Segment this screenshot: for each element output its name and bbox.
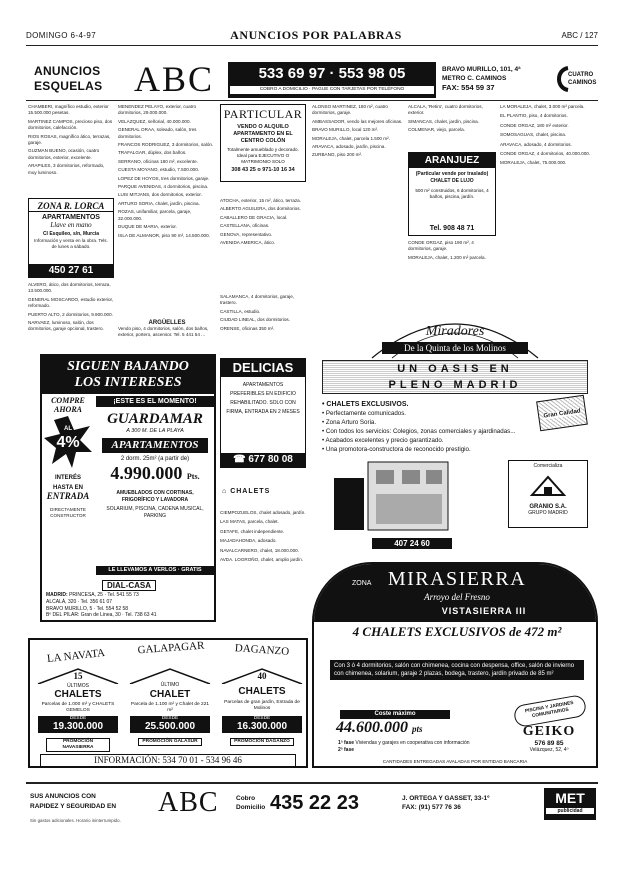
classified-ad: ALCALA, 'Retiro', cuatro dormitorios, exterior. xyxy=(408,104,483,116)
apartamentos-label: APARTAMENTOS xyxy=(102,438,208,453)
badge-text: Gran Calidad xyxy=(543,408,582,420)
c2-price: 25.500.000 xyxy=(144,721,196,732)
mirasierra-big: 4 CHALETS EXCLUSIVOS de 472 m² xyxy=(352,624,562,639)
argueyes-title: ARGÜELLES xyxy=(148,320,186,326)
classified-ad: SERRANO, oficinas 180 m², excelente. xyxy=(118,158,198,164)
llevamos-bar: LE LLEVAMOS A VERLOS · GRATIS xyxy=(96,566,214,575)
fase2: 2ª fase xyxy=(338,747,355,753)
classified-ad: TRAFALGAR, dúplex, dos baños. xyxy=(118,150,187,156)
classified-ad: NARVAEZ, luminoso, salón, dos dormitorios, garaje opcional, trastero. xyxy=(28,320,104,332)
oasis-line2: PLENO MADRID xyxy=(388,379,522,391)
navata-ad xyxy=(28,638,308,768)
classified-ad: MARTINEZ CAMPOS, precioso piso, dos dormitorios, calefacción. xyxy=(28,118,113,131)
banner-phones: 533 69 97 · 553 98 05 xyxy=(258,65,406,82)
col5-ads xyxy=(500,104,596,288)
guardamar: GUARDAMAR xyxy=(107,411,203,427)
price-value: 4.990.000 xyxy=(110,463,183,483)
feature-item: • Con todos los servicios: Colegios, zonas comerciales y ajardinadas... xyxy=(322,428,516,435)
intereses-title-1: SIGUEN BAJANDO xyxy=(67,359,189,374)
brand-name: GEIKO xyxy=(522,724,576,739)
delicias-phone-number: 677 80 08 xyxy=(248,454,293,465)
classified-ad: AMBASSADOR, vendo las mejores oficinas. xyxy=(312,118,403,124)
classified-ad: CONDE ORGAZ, 4 dormitorios, 40.000.000. xyxy=(500,151,591,157)
fase-text: Viviendas y garajes en cooperativa con información xyxy=(355,740,470,746)
banner-address xyxy=(442,65,552,92)
intereses-ad xyxy=(40,354,216,622)
classified-ad: LOPEZ DE HOYOS, tres dormitorios, garaje. xyxy=(118,175,210,181)
classified-ad: COLMENAR, viejo, parcela. xyxy=(408,127,465,133)
banner-addr-2: METRO C. CAMINOS xyxy=(442,75,507,82)
c2-title: CHALET xyxy=(149,689,191,700)
classified-ad: LA MORALEJA, chalet, 3.000 m² parcela. xyxy=(500,104,585,109)
particular-phone: 308 43 25 o 971-10 16 34 xyxy=(231,167,295,173)
aranjuez-text: 500 m² construidos, 6 dormitorios, 4 baños, piscina, jardín. xyxy=(415,188,489,199)
zone-2: GALAPAGAR xyxy=(137,639,205,657)
classified-ad: ALONSO MARTINEZ, 180 m², cuatro dormitorios, garaje. xyxy=(312,104,388,116)
banner-phones-sub: COBRO A DOMICILIO · PAGUE CON TARJETAS POR TELÉFONO xyxy=(230,86,434,94)
footer-banner xyxy=(26,786,598,826)
particular-title: PARTICULAR xyxy=(223,107,303,121)
mirasierra-title: MIRASIERRA xyxy=(387,568,527,590)
classified-ad: ZURBANO, piso 200 m². xyxy=(312,152,363,158)
mira-price-value: 44.600.000 xyxy=(336,719,408,736)
miradores-badge xyxy=(536,395,588,431)
intereses-note: DIRECTAMENTE CONSTRUCTOR xyxy=(50,507,86,519)
col3-ads-low xyxy=(220,294,306,356)
intereses-right xyxy=(96,396,214,562)
intereses-left-strip xyxy=(44,396,92,562)
c3-top: 40 xyxy=(257,671,267,681)
c3-price: 16.300.000 xyxy=(236,721,288,732)
classified-ad: LAS MATAS, parcela, chalet. xyxy=(220,519,279,525)
navata-card-3 xyxy=(220,668,304,752)
banner-abc-logo: ABC xyxy=(134,59,215,99)
price-unit: Pts. xyxy=(186,472,200,481)
col1-ads-bottom xyxy=(28,282,114,344)
c2-price-box xyxy=(130,716,210,733)
delicias-phone xyxy=(221,453,305,467)
col3-ads-mid xyxy=(220,198,306,290)
intereses-title-box xyxy=(42,356,214,394)
classified-ad: PUERTO ALTO, 2 dormitorios, 9.900.000. xyxy=(28,311,113,317)
aranjuez-ad xyxy=(408,152,496,236)
classified-ad: PARQUE AVENIDAS, 4 dormitorios, piscina. xyxy=(118,184,209,190)
extras: SOLARIUM, PISCINA, CADENA MUSICAL, PARKING xyxy=(106,506,204,519)
classified-ad: GENOVA, representativo. xyxy=(220,231,273,237)
coste-label: Coste máximo xyxy=(340,710,450,719)
classified-ad: CIUDAD LINEAL, dos dormitorios. xyxy=(220,317,290,323)
c1-top: 15 xyxy=(73,671,83,681)
c1-desde: DESDE xyxy=(69,716,87,721)
house-photo-icon xyxy=(332,458,452,532)
navata-card-2 xyxy=(128,668,212,752)
classified-ad: ARAVACA, adosado, 4 dormitorios. xyxy=(500,141,572,147)
footer-brand xyxy=(544,788,596,820)
col1-ads-top xyxy=(28,104,114,196)
zona-text: Información y venta en la obra. Tels. de lunes a sábado. xyxy=(34,238,108,250)
col2-ads-top xyxy=(118,104,216,316)
amueblados: AMUEBLADOS CON CORTINAS, FRIGORÍFICO Y LAVADORA xyxy=(116,490,194,503)
particular-ad xyxy=(220,104,306,182)
mirasierra-sub2: VISTASIERRA III xyxy=(441,606,527,616)
classified-ad: DUQUE DE MARIA, exterior. xyxy=(118,224,177,230)
classified-ad: MORALEJA, chalet, 1.200 m² parcela. xyxy=(408,254,486,260)
classified-ad: SALAMANCA, 4 dormitorios, garaje, trastero. xyxy=(220,294,295,306)
banner xyxy=(26,59,598,99)
zone-3: DAGANZO xyxy=(234,642,290,658)
addr-madrid-text: PRINCESA, 25 · Tel. 541 55 73 xyxy=(69,592,139,598)
entrada-label: ENTRADA xyxy=(46,491,90,501)
addr-bravo: BRAVO MURILLO, 5 · Tel. 554 52 58 xyxy=(46,605,129,612)
classified-ad: ARAVACA, adosado, jardín, piscina. xyxy=(312,144,386,150)
intereses-addresses xyxy=(46,592,214,619)
intereses-price xyxy=(96,462,214,488)
classified-ad: CIEMPOZUELOS, chalet adosado, jardín. xyxy=(220,510,306,515)
dorms-label: 2 dorm. 25m² (a partir de) xyxy=(120,456,190,462)
agency-logo xyxy=(554,64,598,96)
piscina-text: PISCINA Y JARDINES COMUNITARIOS xyxy=(524,700,575,720)
zona-lorca-ad xyxy=(28,198,114,278)
section-title: ANUNCIOS POR PALABRAS xyxy=(230,28,402,42)
addr-madrid-label: MADRID: xyxy=(46,592,68,598)
classified-ad: GUZMAN BUENO, ocasión, cuatro dormitorios, exterior, excelente. xyxy=(28,148,100,160)
compre-ahora: COMPRE AHORA xyxy=(51,396,85,414)
c3-title: CHALETS xyxy=(238,686,286,697)
classified-ad: ISLA DE ALMANOR, piso 90 m², 14.500.000. xyxy=(118,232,210,238)
addr-pilar: Bº DEL PILAR: Gran de Linea, 30 · Tel. 738 63 41 xyxy=(46,612,157,619)
col4-ads-bottom xyxy=(408,240,496,286)
classified-ad: ALVERO, ático, dos dormitorios, terraza, 13.500.000. xyxy=(28,282,111,294)
aranjuez-sub: (Particular vende por traslado) CHALET DE LUJO xyxy=(415,171,489,184)
c1-promo: PROMOCIÓN NAVASIERRA xyxy=(46,738,110,752)
promoter-sub2: GRUPO MADRID xyxy=(528,510,568,516)
c1-price: 19.300.000 xyxy=(52,721,104,732)
mirasierra-brand xyxy=(504,724,594,753)
classified-ad: EL PLANTIO, piso, 4 dormitorios. xyxy=(500,113,568,119)
agency-line-1: CUATRO xyxy=(568,72,594,78)
cobro-1: Cobro xyxy=(236,795,256,802)
mirasierra-desc: Con 3 ó 4 dormitorios, salón con chimenea, cocina con despensa, office, salón de invierno con chimenea, solarium, garaje 2 plazas, bodega, trastero, jardín privado de 85 m² xyxy=(330,660,584,680)
particular-body: VENDO O ALQUILO APARTAMENTO EN EL CENTRO COLÓN xyxy=(233,124,293,144)
feature-item: • Acabados excelentes y precio garantizado. xyxy=(322,437,444,444)
argueyes-ad xyxy=(118,320,216,346)
classified-ad: GENERAL ORAA, soleado, salón, tres dormitorios. xyxy=(118,127,197,139)
mirasierra-ad xyxy=(312,562,598,768)
banner-addr-1: BRAVO MURILLO, 101, 4ª xyxy=(442,66,521,73)
feature-item: • CHALETS EXCLUSIVOS. xyxy=(322,401,409,408)
zona-title: ZONA R. LORCA xyxy=(29,201,113,212)
classified-ad: CHAMBERI, magnífico estudio, exterior 15.500.000 pesetas. xyxy=(28,104,109,116)
classified-ad: GENERAL MOSCARDO, estudio exterior, reformado. xyxy=(28,296,114,309)
classified-ad: CASTILLA, estudio. xyxy=(220,308,261,314)
footer-left xyxy=(30,792,158,812)
footer-top-rule xyxy=(26,782,598,784)
classified-ad: FRANCOS RODRIGUEZ, 3 dormitorios, salón. xyxy=(118,142,214,148)
miradores-ad xyxy=(312,300,598,550)
mirasierra-footer: CANTIDADES ENTREGADAS AVALADAS POR ENTIDAD BANCARIA xyxy=(382,759,528,764)
classified-ad: RIOS ROSAS, magnífico ático, terrazas, garaje. xyxy=(28,133,111,146)
classified-ad: ROZAS, unifamiliar, parcela, garaje, 32.000.000. xyxy=(118,209,192,221)
classified-ad: MORALEJA, chalet, parcela 1.500 m². xyxy=(312,135,390,141)
mirasierra-fases xyxy=(338,740,498,754)
aranjuez-phone: Tel. 908 48 71 xyxy=(429,225,475,232)
house-icon: ⌂ xyxy=(222,488,231,495)
interes-label: INTERÉS xyxy=(54,475,81,481)
footer-address xyxy=(402,794,490,812)
col3-ads-top xyxy=(312,104,404,194)
classified-ad: LUIS MITJANS, dos dormitorios, exterior. xyxy=(118,192,202,198)
c2-top: ÚLTIMO xyxy=(160,682,180,688)
classified-ad: VELAZQUEZ, señorial, 40.000.000. xyxy=(118,118,191,124)
feature-item: • Zona Arturo Soria. xyxy=(322,419,377,426)
page-header xyxy=(26,28,598,44)
delicias-text: APARTAMENTOS PREFERIBLES EN EDIFICIO REHABILITADO. SOLO CON FIRMA, ENTRADA EN 2 MESES xyxy=(226,382,300,415)
chalets-label: CHALETS xyxy=(230,488,271,495)
classified-ad: CABALLERO DE GRACIA, local. xyxy=(220,214,288,220)
banner-anuncios-l1: ANUNCIOS xyxy=(34,64,101,78)
footer-fax: FAX: (91) 577 76 36 xyxy=(402,804,461,811)
mira-price-unit: pts xyxy=(412,724,423,734)
zona-sub: APARTAMENTOS xyxy=(42,214,100,221)
c1-title: CHALETS xyxy=(54,689,102,700)
classified-ad: CUESTA MOYANO, estudio, 7.500.000. xyxy=(118,167,200,173)
miradores-features xyxy=(322,400,532,454)
classified-ad: CASTELLANA, oficinas. xyxy=(220,223,270,229)
c3-text: Parcelas de gran jardín, Entrada de Molinos xyxy=(224,700,300,711)
classified-ad: CONDE ORGAZ, piso 190 m², 4 dormitorios, garaje. xyxy=(408,240,474,252)
miradores-promoter xyxy=(508,460,588,528)
chalets-section-label xyxy=(222,488,270,495)
feature-item: • Una promotora-constructora de reconocido prestigio. xyxy=(322,446,471,453)
guardamar-sub: A 300 M. DE LA PLAYA xyxy=(126,428,184,434)
agency-swoosh-icon xyxy=(554,64,570,94)
particular-note: Totalmente amueblado y decorado. Ideal para EJECUTIVO O MATRIMONIO SOLO xyxy=(227,147,299,164)
mirasierra-piscina xyxy=(513,694,588,728)
classified-ad: BRAVO MURILLO, local 120 m². xyxy=(312,127,379,133)
delicias-title: DELICIAS xyxy=(221,359,305,377)
agency-line-2: CAMINOS xyxy=(568,80,597,86)
c3-promo: PROMOCIÓN DAGANZO xyxy=(230,738,294,746)
feature-item: • Perfectamente comunicados. xyxy=(322,410,407,417)
aranjuez-title: ARANJUEZ xyxy=(409,153,495,168)
classified-ad: NAVALCARNERO, chalet, 18.000.000. xyxy=(220,547,299,553)
c2-desde: DESDE xyxy=(161,716,179,721)
hasta-label: HASTA EN xyxy=(53,485,83,491)
c3-price-box xyxy=(222,716,302,733)
classified-ad: AVENIDA AMERICA, ático. xyxy=(220,240,276,246)
footer-left-2: RAPIDEZ Y SEGURIDAD EN xyxy=(30,803,117,810)
promoter-logo-icon xyxy=(528,473,568,499)
c2-text: Parcela de 1.100 m² y Chalet de 221 m² xyxy=(130,702,210,713)
classified-ad: AVDA. LOGROÑO, chalet, amplio jardín. xyxy=(220,557,304,563)
banner-fax: FAX: 554 59 37 xyxy=(442,83,495,92)
footer-abc-logo: ABC xyxy=(158,787,219,818)
zona-sub2: Llave en mano xyxy=(50,221,92,229)
banner-anuncios xyxy=(34,64,134,94)
pct-value: 4% xyxy=(56,434,80,451)
classified-ad: GETAFE, chalet independiente. xyxy=(220,528,285,534)
pct-sub: AL xyxy=(64,426,72,432)
c1-text: Parcelas de 1.000 m² y CHALETS GEMELOS xyxy=(41,702,115,713)
classified-ad: MAJADAHONDA, adosado. xyxy=(220,538,277,544)
classified-ad: SIMANCAS, chalet, jardín, piscina. xyxy=(408,118,479,124)
classified-ad: CONDE ORGAZ, 180 m² exterior. xyxy=(500,122,569,128)
footer-phone: 435 22 23 xyxy=(270,792,359,814)
phone-icon: ☎ xyxy=(233,454,249,465)
classified-ad: MORALEJA, chalet, 75.000.000. xyxy=(500,160,567,166)
cobro-2: Domicilio xyxy=(236,804,266,811)
mirasierra-price xyxy=(336,718,476,739)
brand-addr: Velázquez, 52, 4º xyxy=(529,747,569,753)
classified-ad: SOMOSAGUAS, chalet, piscina. xyxy=(500,132,567,138)
classified-ad: ALBERTO AGUILERA, dos dormitorios. xyxy=(220,206,301,212)
argueyes-text: Vendo piso, 4 dormitorios, salón, dos baños, exterior, portero, ascensor. Tel. 5 441 54 ... xyxy=(118,326,209,338)
banner-anuncios-l2: ESQUELAS xyxy=(34,79,103,93)
classified-ad: ORENSE, oficinas 350 m². xyxy=(220,325,275,331)
col4-ads-top xyxy=(408,104,496,148)
footer-fine: Sin gastos adicionales. Horario ininterrumpido. xyxy=(30,818,121,823)
miradores-title: Miradores xyxy=(425,324,485,339)
intereses-logo: DIAL-CASA xyxy=(102,580,156,591)
c2-promo: PROMOCIÓN GALASUR xyxy=(138,738,202,746)
promoter-name: GRANIO S.A. xyxy=(529,504,567,510)
banner-rule xyxy=(26,100,598,101)
banner-phone-box xyxy=(228,62,436,98)
miradores-phone: 407 24 60 xyxy=(372,538,452,549)
classified-ad: MENENDEZ PELAYO, exterior, cuatro dormitorios, 29.000.000. xyxy=(118,104,197,116)
classified-ad: ARAPILES, 3 dormitorios, reformado, muy luminoso. xyxy=(28,163,105,175)
navata-info: INFORMACIÓN: 534 70 01 - 534 96 46 xyxy=(40,754,296,767)
miradores-house-illustration xyxy=(332,458,452,532)
header-date: DOMINGO 6-4-97 xyxy=(26,31,97,40)
footer-left-1: SUS ANUNCIOS CON xyxy=(30,793,96,800)
col3-ads-bottom xyxy=(220,510,306,638)
oasis-line1: UN OASIS EN xyxy=(397,363,513,375)
footer-addr: J. ORTEGA Y GASSET, 33-1º xyxy=(402,795,490,802)
brand-phone: 576 89 85 xyxy=(534,740,564,747)
header-rule xyxy=(26,45,598,46)
addr-madrid xyxy=(46,592,214,599)
mirasierra-head xyxy=(314,564,598,622)
addr-alcala: ALCALÁ, 320 · Tel. 356 61 07 xyxy=(46,598,113,605)
zona-phone: 450 27 61 xyxy=(29,264,113,277)
mirasierra-sub1: Arroyo del Fresno xyxy=(424,592,490,602)
promoter-sub: Comercializa xyxy=(533,463,563,469)
oasis-band xyxy=(322,360,588,394)
zona-addr: Cl Esquileo, s/n, Murcia xyxy=(42,231,100,237)
c1-mid: ÚLTIMOS xyxy=(67,683,89,689)
c3-desde: DESDE xyxy=(253,716,271,721)
classified-ad: ATOCHA, exterior, 15 m², ático, terraza. xyxy=(220,198,302,203)
classified-ad: ARTURO SORIA, chalet, jardín, piscina. xyxy=(118,200,200,206)
footer-cobro xyxy=(236,794,265,812)
delicias-ad xyxy=(220,358,306,468)
c1-price-box xyxy=(38,716,118,733)
intereses-title-2: LOS INTERESES xyxy=(74,375,182,390)
mirasierra-zona: ZONA xyxy=(352,580,372,587)
fase1: 1ª fase xyxy=(338,740,355,746)
navata-card-1 xyxy=(36,668,120,752)
miradores-subtitle: De la Quinta de los Molinos xyxy=(382,342,528,354)
brand-met: MET xyxy=(555,790,585,806)
zone-1: LA NAVATA xyxy=(46,646,106,666)
page-ref: ABC / 127 xyxy=(561,31,598,40)
este-momento: ¡ESTE ES EL MOMENTO! xyxy=(96,396,214,407)
brand-sub: publicidad xyxy=(546,808,594,814)
